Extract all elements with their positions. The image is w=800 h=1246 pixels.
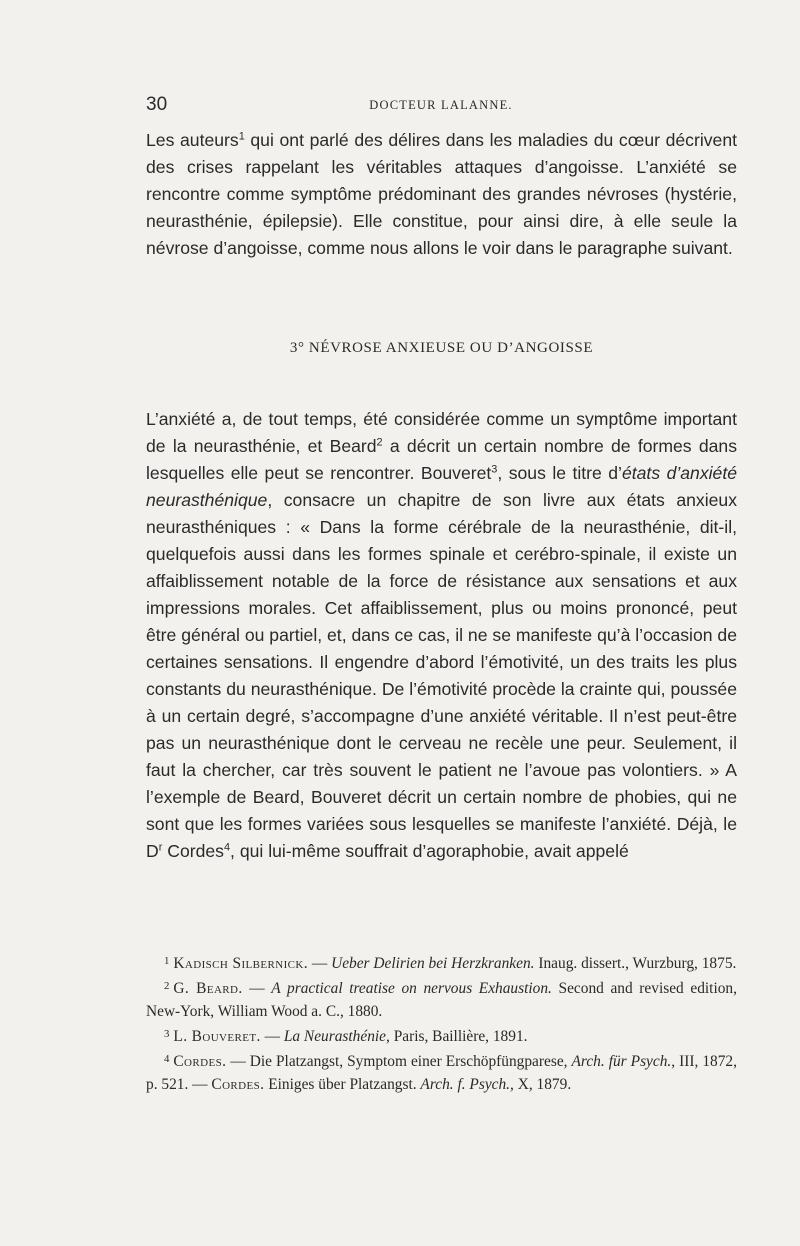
footnote-ref[interactable]: 4 bbox=[223, 841, 231, 854]
footnote-title: Arch. f. Psych. bbox=[420, 1075, 511, 1093]
text-span: , sous le titre d’ bbox=[497, 463, 622, 483]
footnote-title: Ueber Delirien bei Herzkranken. bbox=[331, 954, 535, 972]
footnote-1 bbox=[146, 950, 737, 975]
text-span: a décrit un certain nombre de formes dans lesquelles elle peut se rencontrer. Bouveret bbox=[146, 436, 737, 483]
paragraph-intro bbox=[146, 127, 737, 262]
footnote-number: 2 bbox=[164, 980, 170, 993]
footnote-number: 1 bbox=[164, 955, 170, 967]
text-span: qui ont parlé des délires dans les maladies du cœur décrivent des crises rappelant les véritables attaques d’angoisse. L’anxiété se rencontre comme symptôme prédominant des grandes névroses (hystérie, neurasthénie, épilepsie). Elle constitue, pour ainsi dire, à elle seule la névrose d’angoisse, comme nous allons le voir dans le paragraphe suivant. bbox=[146, 130, 737, 258]
footnote-author: Kadisch Silbernick. bbox=[173, 954, 308, 972]
footnote-title: A practical treatise on nervous Exhaustion. bbox=[271, 980, 552, 998]
section-heading: 3° NÉVROSE ANXIEUSE OU D’ANGOISSE bbox=[289, 340, 594, 356]
text-span: — bbox=[226, 1053, 250, 1071]
page-header bbox=[146, 94, 736, 118]
footnote-number: 4 bbox=[164, 1053, 170, 1066]
text-span: , X, 1879. bbox=[510, 1075, 572, 1093]
text-span: , III, 1872, p. 521. — bbox=[146, 1053, 737, 1093]
footnote-ref[interactable]: 3 bbox=[491, 463, 498, 476]
footnote-author: Cordes. bbox=[173, 1053, 227, 1071]
paragraph-text bbox=[146, 127, 737, 262]
footnote-3 bbox=[146, 1023, 737, 1048]
footnotes bbox=[146, 950, 737, 1096]
paragraph-text bbox=[146, 406, 737, 865]
footnote-author: Cordes. bbox=[211, 1075, 265, 1093]
text-span: Paris, Baillière, 1891. bbox=[389, 1027, 528, 1045]
text-span: Cordes bbox=[162, 841, 224, 861]
text-span: , qui lui-même souffrait d’agoraphobie, avait appelé bbox=[230, 841, 629, 861]
running-head: DOCTEUR LALANNE. bbox=[369, 98, 513, 112]
paragraph-main bbox=[146, 406, 737, 865]
footnote-author: L. Bouveret. bbox=[173, 1027, 261, 1045]
text-span: Die Platzangst, Symptom einer Erschöpfüngparese, bbox=[249, 1053, 572, 1071]
footnote-number: 3 bbox=[164, 1028, 170, 1041]
footnote-title: La Neurasthénie, bbox=[283, 1027, 390, 1045]
text-span: L’anxiété a, de tout temps, été considérée comme un symptôme important de la neurasthénie, et Beard bbox=[146, 409, 737, 456]
doctor-abbrev-sup: r bbox=[158, 841, 163, 854]
footnote-author: G. Beard. bbox=[173, 980, 243, 998]
text-span: , consacre un chapitre de son livre aux états anxieux neurasthéniques : « Dans la forme cérébrale de la neurasthénie, dit-il, quelquefois aussi dans les formes spinale et cerébro-spinale, il existe un affaiblissement notable de la force de résistance aux sensations et aux impressions morales. Cet affaiblissement, plus ou moins prononcé, peut être général ou partiel, et, dans ce cas, il ne se manifeste qu’à l’occasion de certaines sensations. Il engendre d’abord l’émotivité, un des traits les plus constants du neurasthénique. De l’émotivité procède la crainte qui, poussée à un certain degré, s’accompagne d’une anxiété véritable. Il n’est peut-être pas un neurasthénique dont le cerveau ne recèle une peur. Seulement, il faut la chercher, car très souvent le patient ne l’avoue pas volontiers. » A l’exemple de Beard, Bouveret décrit un certain nombre de phobies, qui ne sont que les formes variées sous lesquelles se manifeste l’anxiété. Déjà, le D bbox=[146, 490, 737, 861]
footnote-2 bbox=[146, 975, 737, 1023]
text-span: Second and revised edition, New-York, William Wood a. C., 1880. bbox=[146, 980, 737, 1020]
page-number: 30 bbox=[146, 94, 168, 115]
text-span: Einiges über Platzangst. bbox=[264, 1075, 421, 1093]
footnote-title: Arch. für Psych. bbox=[571, 1053, 672, 1071]
text-span: — bbox=[260, 1027, 284, 1045]
text-span: Inaug. dissert., Wurzburg, 1875. bbox=[534, 954, 737, 972]
text-span: — bbox=[242, 980, 272, 998]
footnote-4 bbox=[146, 1048, 737, 1096]
text-span: — bbox=[307, 954, 332, 972]
footnote-ref[interactable]: 2 bbox=[376, 436, 383, 449]
italic-title: états d’anxiété neurasthénique bbox=[146, 463, 737, 510]
footnote-ref[interactable]: 1 bbox=[238, 130, 245, 143]
text-span: Les auteurs bbox=[146, 130, 239, 150]
